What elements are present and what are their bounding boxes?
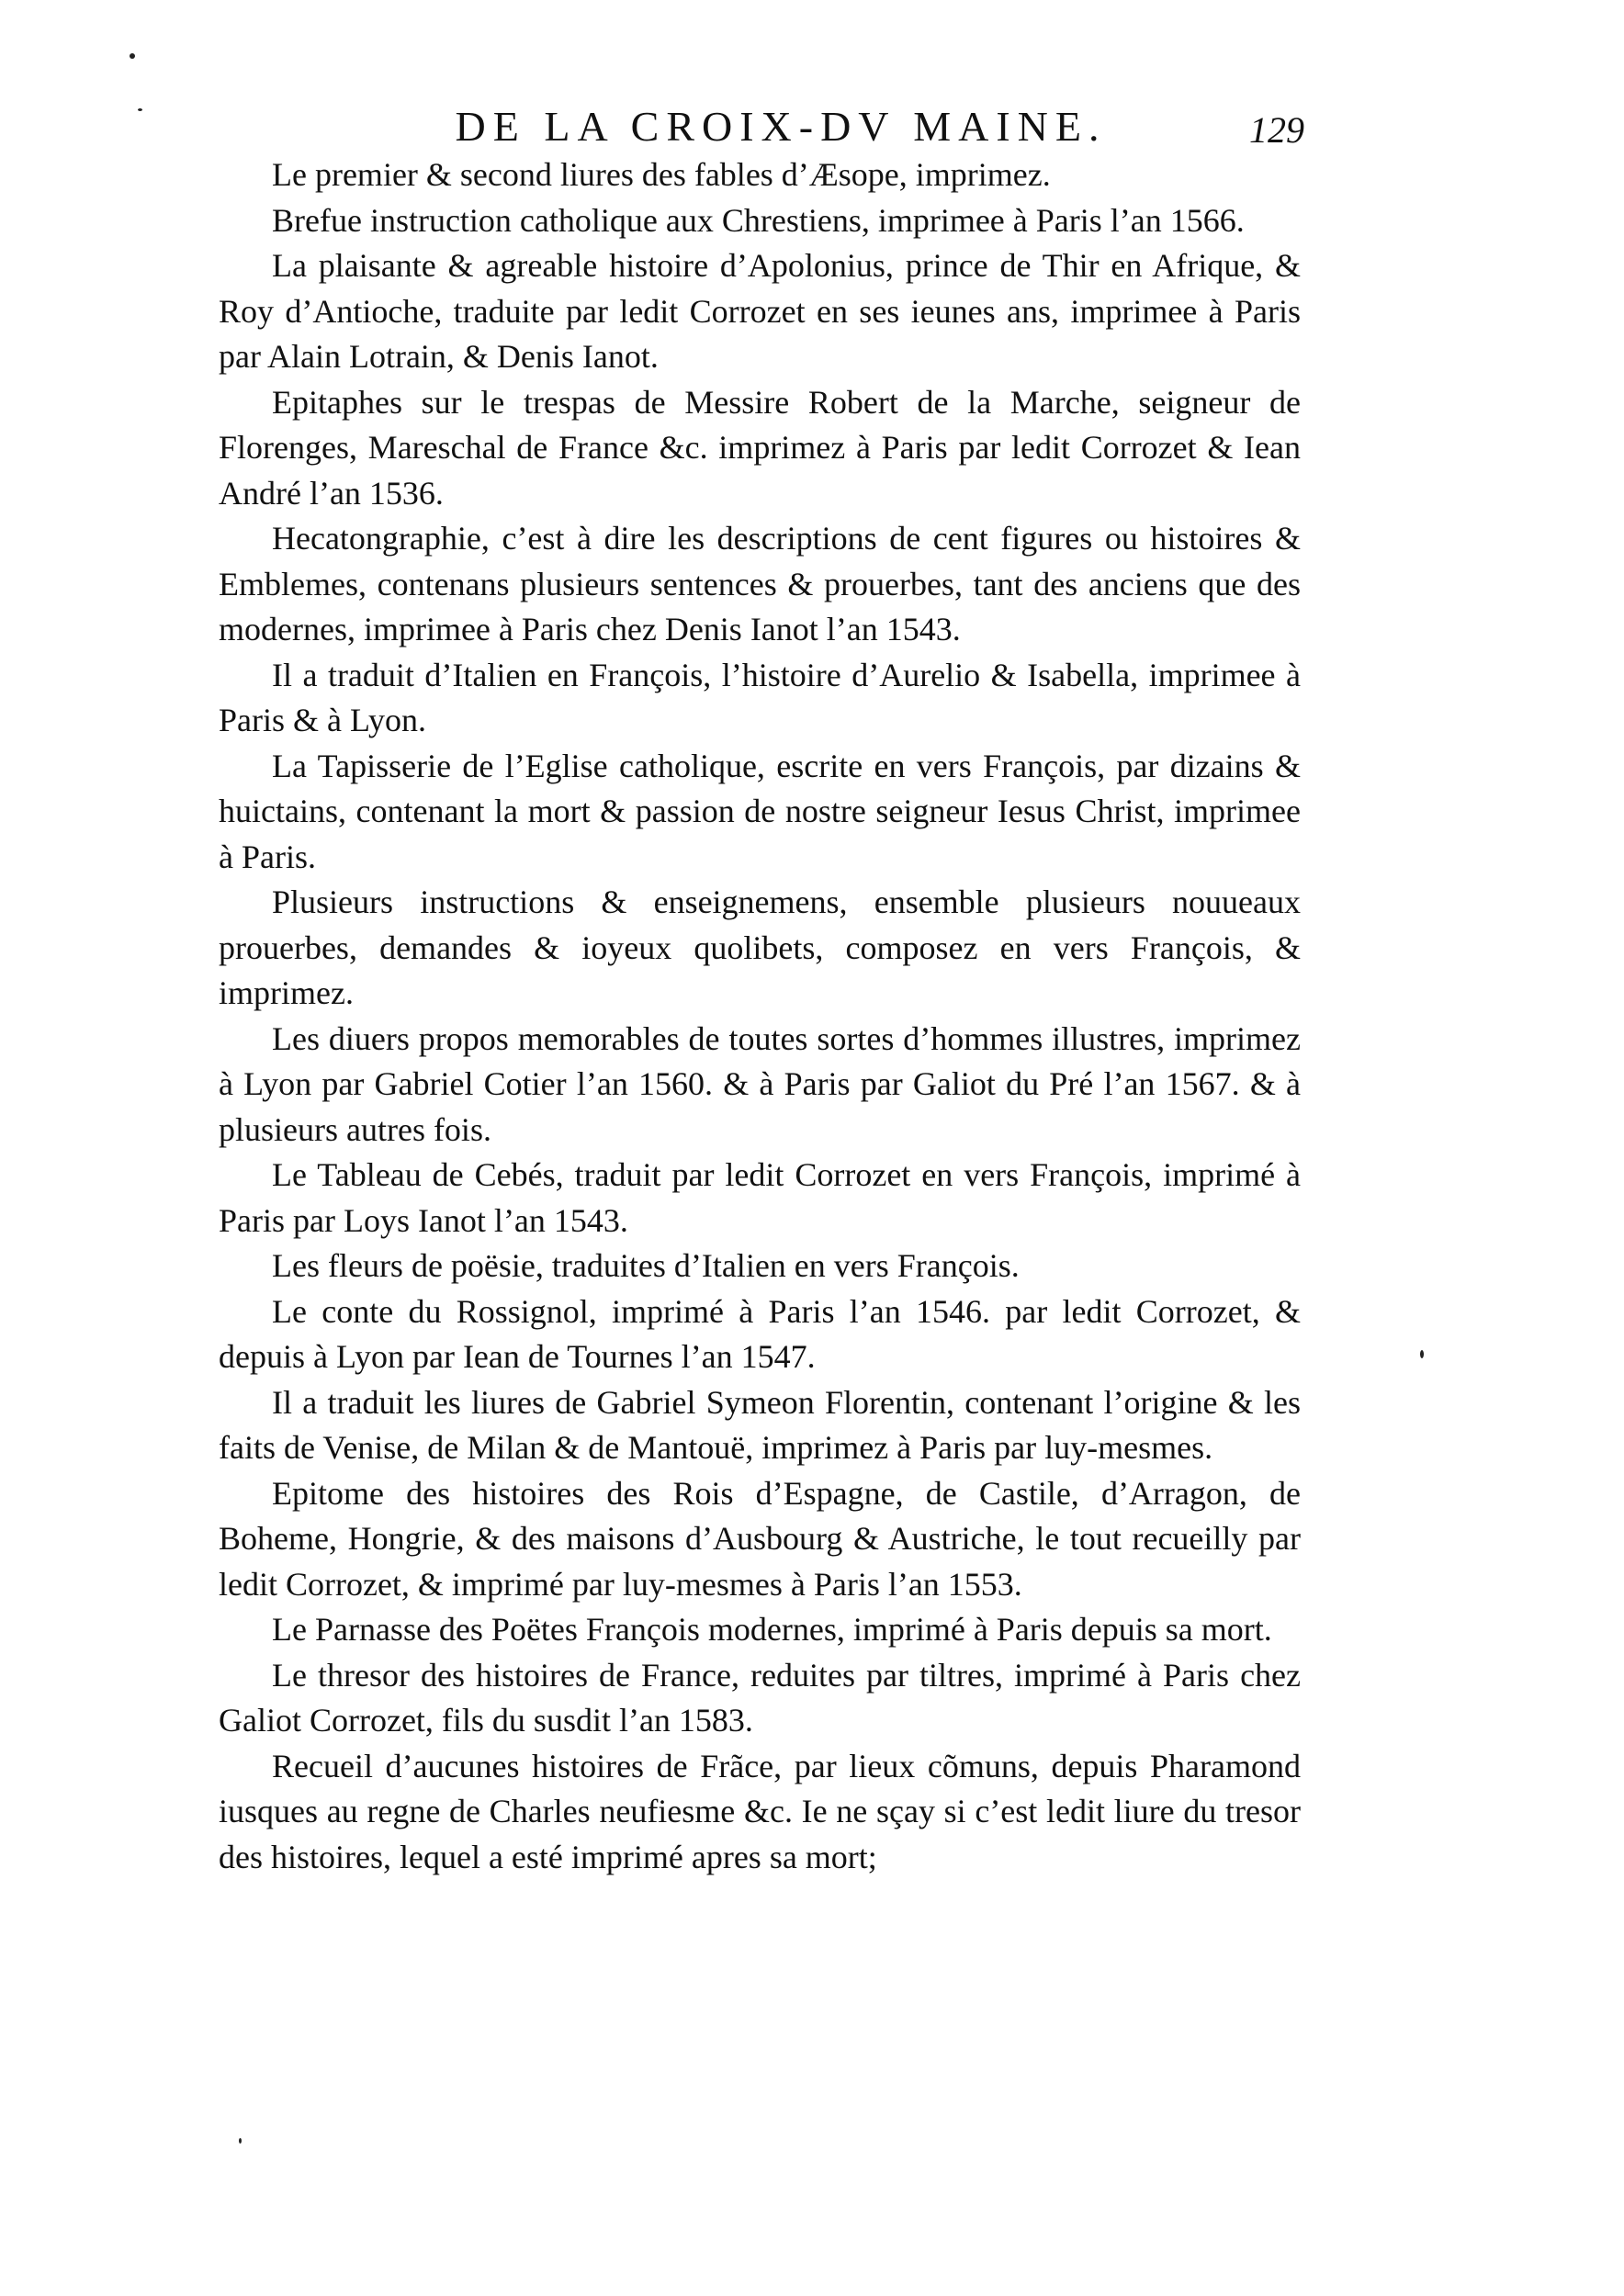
page-number: 129 [1249,109,1304,151]
ink-speck [239,2138,242,2144]
entry-paragraph: Le Parnasse des Poëtes François modernes, imprimé à Paris depuis sa mort. [272,1611,1272,1648]
entry-paragraph: Plusieurs instructions & enseignemens, ensemble plusieurs nouueaux prouerbes, demandes & ioyeux quolibets, composez en vers François, & imprimez. [219,884,1301,1011]
entry-paragraph: Epitome des histoires des Rois d’Espagne, de Castile, d’Arragon, de Boheme, Hongrie, & des maisons d’Ausbourg & Austriche, le tout recueilly par ledit Corrozet, & imprimé par luy-mesmes à Paris l’an 1553. [219,1474,1301,1603]
running-title: DE LA CROIX-DV MAINE. [455,103,1107,150]
ink-speck [138,108,142,111]
entry-paragraph: Hecatongraphie, c’est à dire les descriptions de cent figures ou histoires & Emblemes, contenans plusieurs sentences & prouerbes, tant des anciens que des modernes, imprimee à Paris chez Denis Ianot l’an 1543. [219,520,1301,647]
entry-paragraph: Il a traduit d’Italien en François, l’histoire d’Aurelio & Isabella, imprimee à Paris & à Lyon. [219,656,1301,738]
ink-speck [1420,1350,1424,1358]
entry-paragraph: Les fleurs de poësie, traduites d’Italien en vers François. [272,1247,1020,1284]
ink-speck [130,53,135,59]
entry-paragraph: Brefue instruction catholique aux Chrestiens, imprimee à Paris l’an 1566. [272,201,1245,239]
entry-paragraph: Les diuers propos memorables de toutes sortes d’hommes illustres, imprimez à Lyon par Gabriel Cotier l’an 1560. & à Paris par Galiot du Pré l’an 1567. & à plusieurs autres fois. [219,1019,1301,1148]
entry-paragraph: Le premier & second liures des fables d’Æsope, imprimez. [272,156,1051,193]
entry-paragraph: Le Tableau de Cebés, traduit par ledit Corrozet en vers François, imprimé à Paris par Loys Ianot l’an 1543. [219,1156,1301,1239]
entry-paragraph: Il a traduit les liures de Gabriel Symeon Florentin, contenant l’origine & les faits de Venise, de Milan & de Mantouë, imprimez à Paris par luy-mesmes. [219,1383,1301,1466]
entry-paragraph: Recueil d’aucunes histoires de Frãce, par lieux cõmuns, depuis Pharamond iusques au regne de Charles neufiesme &c. Ie ne sçay si c’est ledit liure du tresor des histoires, lequel a esté imprimé apres sa mort; [219,1747,1301,1875]
body-text [219,152,1301,1880]
entry-paragraph: La Tapisserie de l’Eglise catholique, escrite en vers François, par dizains & huictains, contenant la mort & passion de nostre seigneur Iesus Christ, imprimee à Paris. [219,747,1301,875]
entry-paragraph: La plaisante & agreable histoire d’Apolonius, prince de Thir en Afrique, & Roy d’Antioche, traduite par ledit Corrozet en ses ieunes ans, imprimee à Paris par Alain Lotrain, & Denis Ianot. [219,247,1301,375]
entry-paragraph: Epitaphes sur le trespas de Messire Robert de la Marche, seigneur de Florenges, Mareschal de France &c. imprimez à Paris par ledit Corrozet & Iean André l’an 1536. [219,383,1301,512]
entry-paragraph: Le thresor des histoires de France, reduites par tiltres, imprimé à Paris chez Galiot Corrozet, fils du susdit l’an 1583. [219,1656,1301,1739]
entry-paragraph: Le conte du Rossignol, imprimé à Paris l’an 1546. par ledit Corrozet, & depuis à Lyon par Iean de Tournes l’an 1547. [219,1292,1301,1375]
